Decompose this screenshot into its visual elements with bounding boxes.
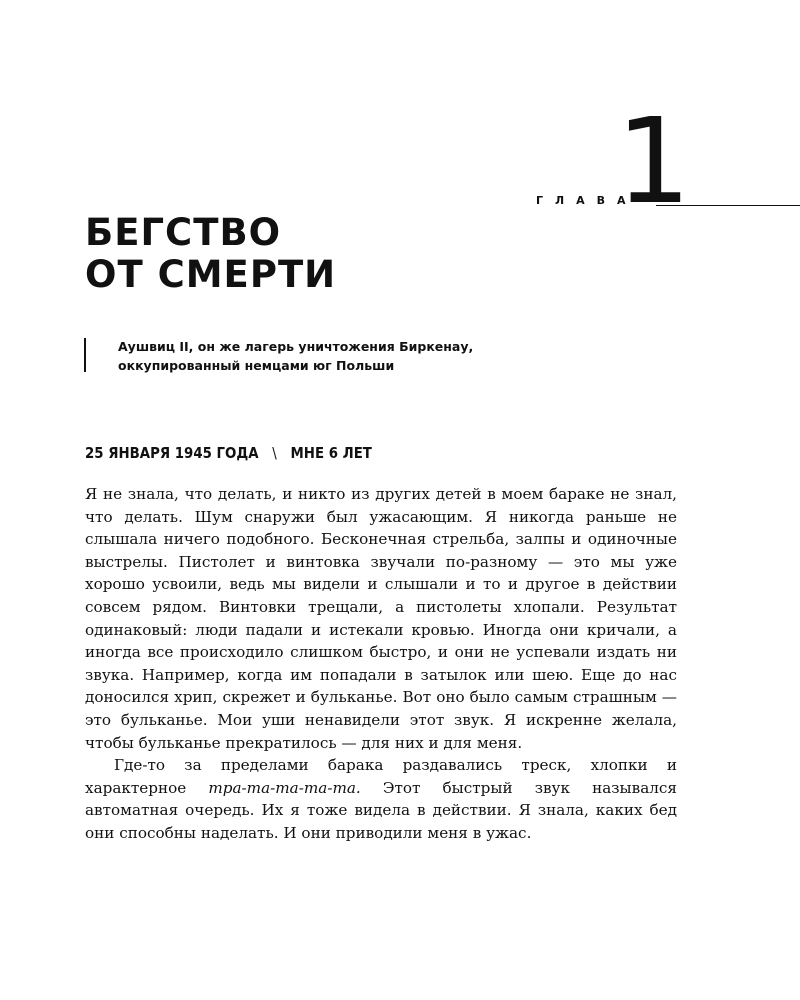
paragraph-2-italic: тра-та-та-та-та. bbox=[208, 778, 361, 797]
chapter-label: ГЛАВА bbox=[536, 194, 638, 207]
chapter-title bbox=[85, 212, 336, 296]
location-line-1: Аушвиц II, он же лагерь уничтожения Биркенау, bbox=[118, 339, 474, 354]
location-line-2: оккупированный немцами юг Польши bbox=[118, 358, 395, 373]
age-text: МНЕ 6 ЛЕТ bbox=[290, 444, 372, 462]
paragraph-2-end: Этот быстрый звук назывался автоматная очередь. Их я тоже видела в действии. Я знала, каких бед они способны наделать. И они приводили меня в ужас. bbox=[85, 778, 677, 842]
chapter-title-line-2: ОТ СМЕРТИ bbox=[85, 253, 337, 296]
date-heading bbox=[85, 443, 372, 463]
paragraph-2-start: Где-то за пределами барака раздавались треск, хлопки и характерное bbox=[85, 756, 677, 797]
date-text: 25 ЯНВАРЯ 1945 ГОДА bbox=[85, 444, 259, 462]
paragraph-1: Я не знала, что делать, и никто из других детей в моем бараке не знал, что делать. Шум снаружи был ужасающим. Я никогда раньше не слышала ничего подобного. Бесконечная стрельба, залпы и одиночные выстрелы. Пистолет и винтовка звучали по-разному — это мы уже хорошо усвоили, ведь мы видели и слышали и то и другое в действии совсем рядом. Винтовки трещали, а пистолеты хлопали. Результат одинаковый: люди падали и истекали кровью. Иногда они кричали, а иногда все происходило слишком быстро, и они не успевали издать ни звука. Например, когда им попадали в затылок или шею. Еще до нас доносился хрип, скрежет и бульканье. Вот оно было самым страшным — это бульканье. Мои уши ненавидели этот звук. Я искренне желала, чтобы бульканье прекратилось — для них и для меня. bbox=[85, 485, 677, 752]
date-separator: \ bbox=[272, 444, 277, 462]
paragraph-2 bbox=[85, 754, 677, 844]
chapter-number: 1 bbox=[616, 92, 688, 230]
body-text bbox=[85, 483, 677, 845]
location-bar bbox=[84, 338, 86, 372]
chapter-title-line-1: БЕГСТВО bbox=[85, 211, 282, 254]
chapter-rule bbox=[656, 205, 800, 206]
location-note bbox=[118, 337, 473, 375]
